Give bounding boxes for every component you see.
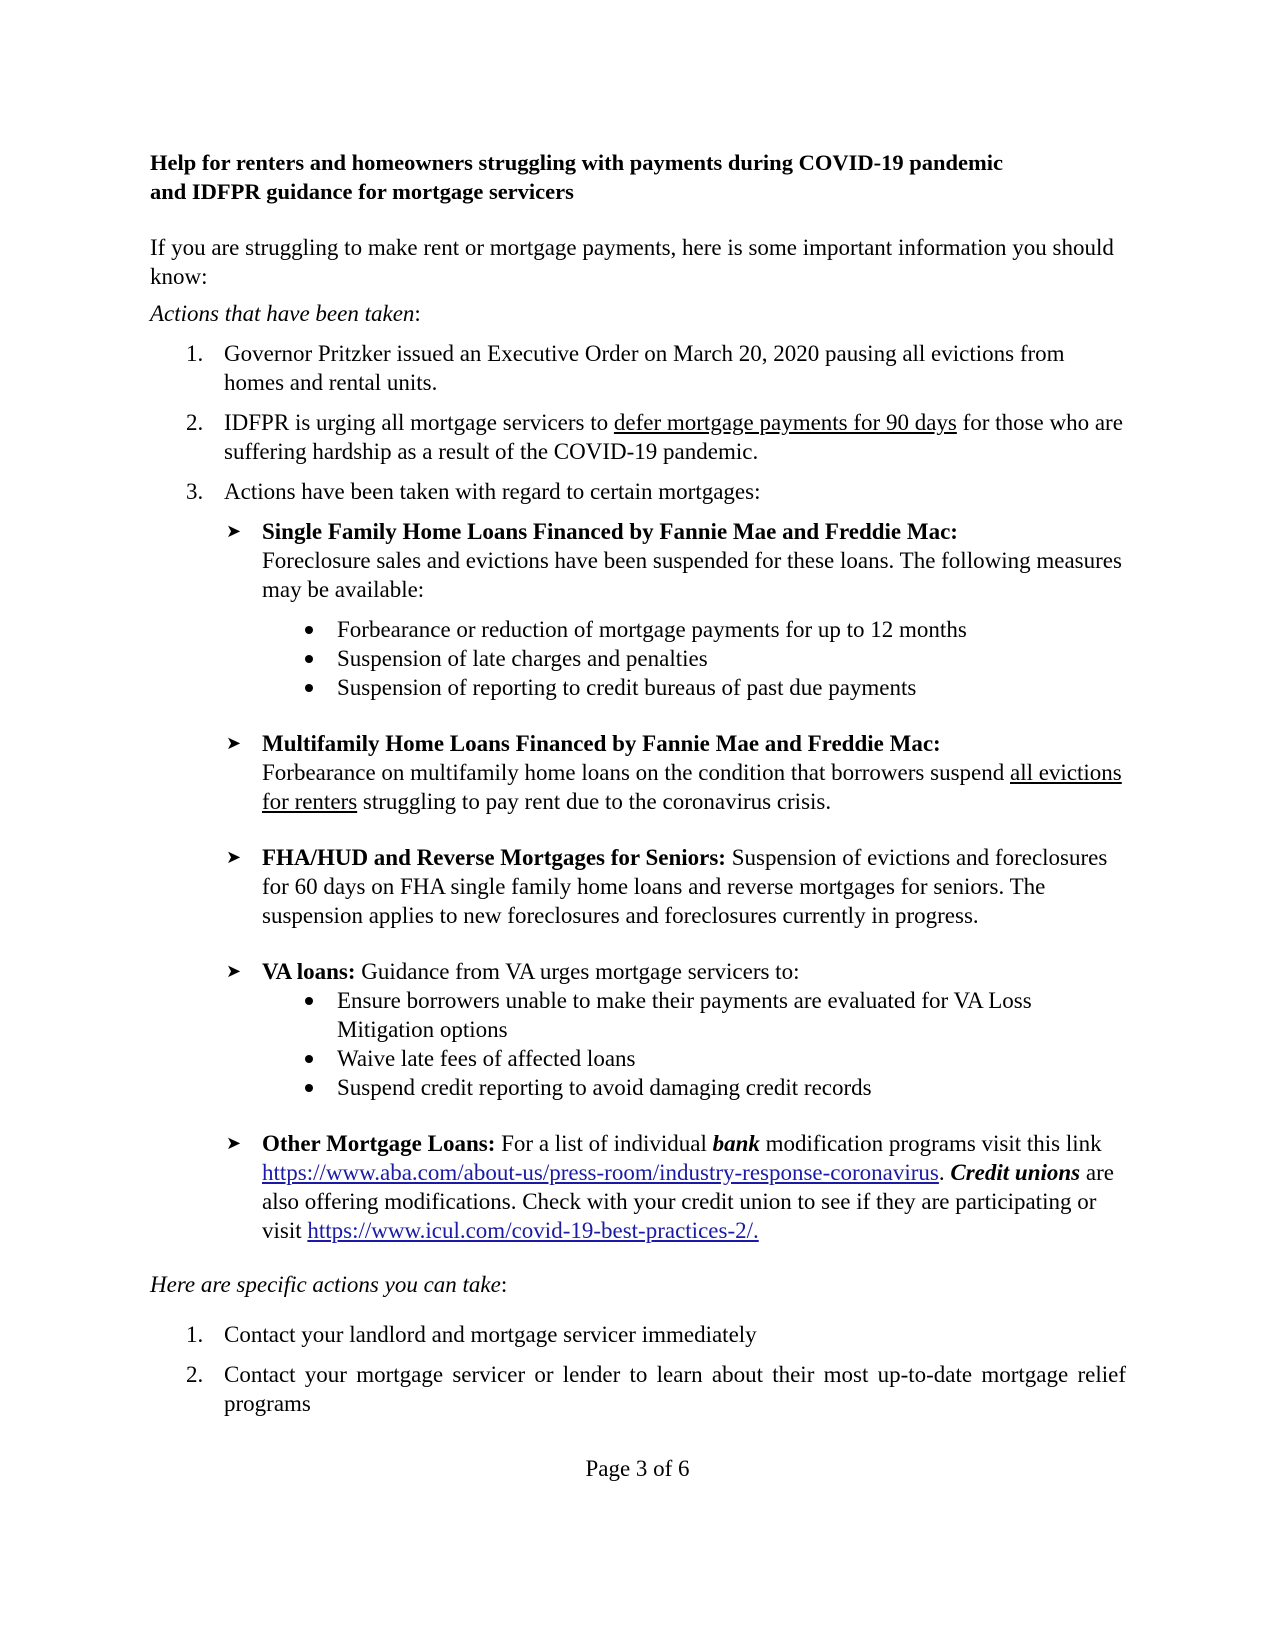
- bullet-icon: [305, 997, 313, 1005]
- single-family-bullets: [262, 615, 1126, 702]
- list-item: 1. Contact your landlord and mortgage servicer immediately: [186, 1322, 757, 1347]
- title-line-2: and IDFPR guidance for mortgage servicers: [150, 179, 574, 204]
- va-bullets: [262, 986, 1126, 1102]
- arrow-bullet-icon: ➤: [226, 521, 242, 541]
- specific-actions-list: [150, 1320, 1126, 1418]
- arrow-bullet-icon: ➤: [226, 961, 242, 981]
- list-item: Forbearance or reduction of mortgage payments for up to 12 months: [337, 615, 1126, 644]
- other-loans-section: ➤ Other Mortgage Loans: For a list of individual bank modification programs visit this link https://www.aba.com/about-us/press-room/industry-response-coronavirus. Credit unions are also offering modifications. Check with your credit union to see if they are participating or visit https://www.icul.com/covid-19-best-practices-2/.: [226, 1131, 1114, 1243]
- list-item: 1. Governor Pritzker issued an Executive Order on March 20, 2020 pausing all evictions from homes and rental units.: [186, 341, 1065, 395]
- list-item: Suspension of reporting to credit bureaus of past due payments: [337, 673, 1126, 702]
- va-section: ➤ VA loans: Guidance from VA urges mortgage servicers to: Ensure borrowers unable to make their payments are evaluated for VA Loss Mitigation options Waive late fees of affected loans Suspend credit reporting to avoid damaging credit records: [150, 957, 1126, 1102]
- bullet-icon: [305, 684, 313, 692]
- actions-taken-label: Actions that have been taken:: [150, 301, 421, 326]
- page-title: [150, 148, 1126, 206]
- aba-link[interactable]: https://www.aba.com/about-us/press-room/industry-response-coronavirus: [262, 1160, 939, 1185]
- single-family-section: ➤ Single Family Home Loans Financed by Fannie Mae and Freddie Mac: Foreclosure sales and evictions have been suspended for these loans. The following measures may be available: Forbearance or reduction of mortgage payments for up to 12 months Suspension of late charges and penalties Suspension of reporting to credit bureaus of past due payments: [150, 517, 1126, 702]
- arrow-bullet-icon: ➤: [226, 733, 242, 753]
- bullet-icon: [305, 1055, 313, 1063]
- list-item: 3. Actions have been taken with regard to certain mortgages:: [186, 479, 761, 504]
- icul-link[interactable]: https://www.icul.com/covid-19-best-practices-2/.: [307, 1218, 759, 1243]
- page-number: Page 3 of 6: [585, 1456, 690, 1481]
- multifamily-section: ➤ Multifamily Home Loans Financed by Fannie Mae and Freddie Mac: Forbearance on multifamily home loans on the condition that borrowers suspend all evictions for renters struggling to pay rent due to the coronavirus crisis.: [226, 731, 1122, 814]
- list-item: Suspend credit reporting to avoid damaging credit records: [337, 1073, 1126, 1102]
- fha-section: ➤ FHA/HUD and Reverse Mortgages for Seniors: Suspension of evictions and foreclosures for 60 days on FHA single family home loans and reverse mortgages for seniors. The suspension applies to new foreclosures and foreclosures currently in progress.: [226, 845, 1108, 928]
- specific-actions-label: Here are specific actions you can take:: [150, 1272, 508, 1297]
- bullet-icon: [305, 626, 313, 634]
- underlined-text: defer mortgage payments for 90 days: [613, 410, 957, 435]
- list-item: 2. Contact your mortgage servicer or lender to learn about their most up-to-date mortgage relief programs: [186, 1362, 1126, 1416]
- mortgage-types: [150, 517, 1126, 1245]
- list-item: Ensure borrowers unable to make their payments are evaluated for VA Loss Mitigation options: [337, 986, 1126, 1044]
- bullet-icon: [305, 655, 313, 663]
- list-item: Suspension of late charges and penalties: [337, 644, 1126, 673]
- intro-paragraph: If you are struggling to make rent or mortgage payments, here is some important information you should know:: [150, 235, 1114, 289]
- list-item: 2. IDFPR is urging all mortgage servicers to defer mortgage payments for 90 days for those who are suffering hardship as a result of the COVID-19 pandemic.: [186, 410, 1123, 464]
- list-item: Waive late fees of affected loans: [337, 1044, 1126, 1073]
- bullet-icon: [305, 1084, 313, 1092]
- actions-taken-list: [150, 339, 1126, 506]
- arrow-bullet-icon: ➤: [226, 1133, 242, 1153]
- arrow-bullet-icon: ➤: [226, 847, 242, 867]
- underlined-text: all evictions for renters: [262, 760, 1122, 814]
- title-line-1: Help for renters and homeowners struggling with payments during COVID-19 pandemic: [150, 150, 1003, 175]
- document-page: [150, 148, 1126, 1429]
